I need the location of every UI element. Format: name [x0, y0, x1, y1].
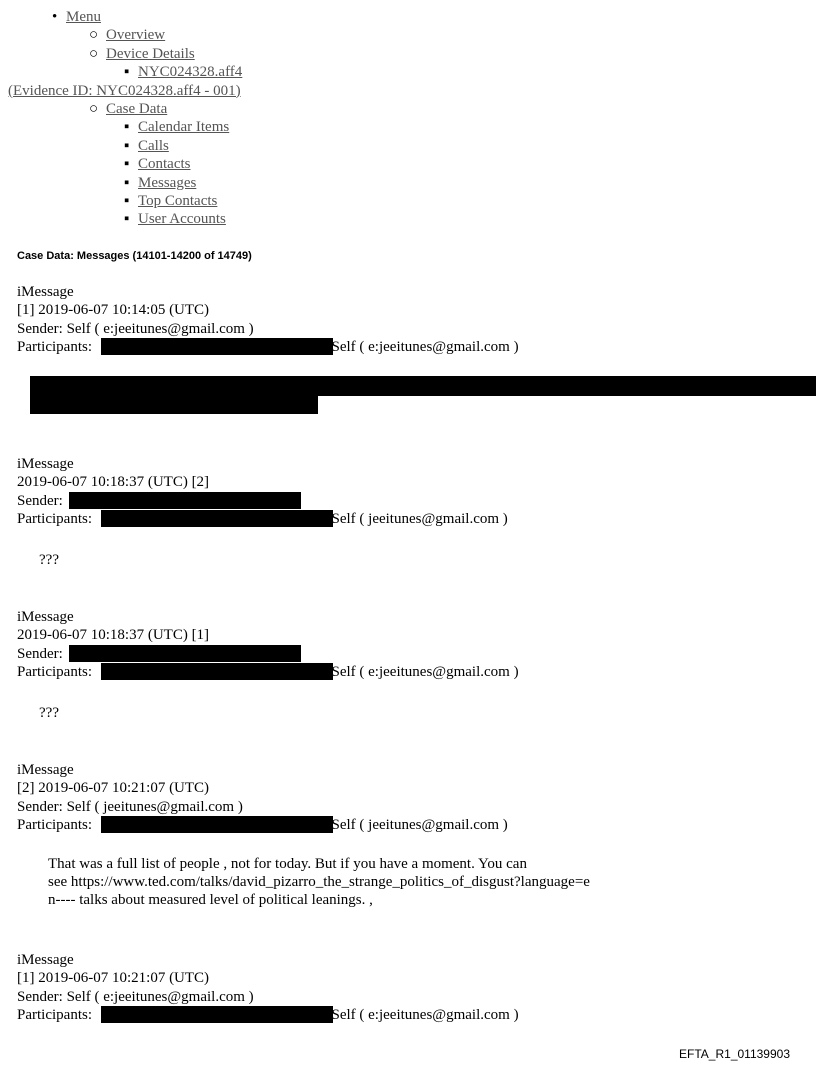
redaction-block: [101, 338, 217, 355]
message-participants: [17, 1006, 816, 1024]
redaction-block: [185, 492, 301, 509]
messages-link[interactable]: Messages: [138, 174, 197, 191]
redaction-block: [30, 376, 816, 396]
redaction-block: [215, 663, 333, 680]
paren-close: ): [288, 645, 293, 662]
message-body-line: n---- talks about measured level of political leanings. ,: [48, 892, 373, 908]
device-details-link[interactable]: Device Details: [106, 45, 195, 62]
message-sender: Sender: Self ( jeeitunes@gmail.com ): [17, 798, 243, 815]
case-data-link[interactable]: Case Data: [106, 100, 168, 117]
top-contacts-link[interactable]: Top Contacts: [138, 192, 218, 209]
message-body-line: That was a full list of people , not for today. But if you have a moment. You can: [48, 856, 527, 872]
paren-open: (: [173, 645, 178, 662]
redaction-block: [215, 816, 333, 833]
message-type: iMessage: [17, 762, 74, 778]
redaction-block: [101, 816, 217, 833]
message-time: [1] 2019-06-07 10:21:07 (UTC): [17, 970, 210, 987]
participants-label: Participants:: [17, 817, 92, 834]
nav-row-device-file: [0, 63, 816, 81]
redaction-block: [215, 510, 333, 527]
paren-open: (: [173, 492, 178, 509]
message-entry: [17, 283, 816, 357]
redaction-block: [215, 1006, 333, 1023]
message-time: [2] 2019-06-07 10:21:07 (UTC): [17, 780, 210, 797]
redaction-block: [69, 645, 185, 662]
device-file-link[interactable]: NYC024328.aff4: [138, 64, 243, 81]
message-body: ???: [39, 705, 59, 721]
sender-label: Sender:: [17, 645, 63, 662]
bullet-disc-icon: •: [52, 9, 58, 25]
message-sender: Sender: Self ( e:jeeitunes@gmail.com ): [17, 988, 254, 1005]
menu-link[interactable]: Menu: [66, 9, 101, 25]
paren-close: ): [288, 492, 293, 509]
nav-row-menu: [0, 8, 816, 26]
evidence-id-link[interactable]: (Evidence ID: NYC024328.aff4 - 001): [8, 82, 241, 99]
participants-suffix: ), Self ( jeeitunes@gmail.com ): [319, 511, 508, 528]
participants-suffix: ), Self ( e:jeeitunes@gmail.com ): [319, 664, 519, 681]
redaction-block: [101, 1006, 217, 1023]
contacts-link[interactable]: Contacts: [138, 156, 191, 173]
message-type: iMessage: [17, 284, 74, 300]
sender-label: Sender:: [17, 492, 63, 509]
nav-row-contacts: [0, 155, 816, 173]
bullet-square-icon: ▪: [124, 192, 130, 209]
paren-open: (: [205, 339, 210, 356]
user-accounts-link[interactable]: User Accounts: [138, 211, 226, 228]
message-sender: [17, 645, 816, 663]
participants-label: Participants:: [17, 664, 92, 681]
document-id-footer: EFTA_R1_01139903: [679, 1047, 790, 1061]
message-sender: [17, 492, 816, 510]
nav-row-messages: [0, 174, 816, 192]
calls-link[interactable]: Calls: [138, 137, 169, 154]
nav-row-user-accounts: [0, 210, 816, 228]
paren-open: (: [205, 817, 210, 834]
participants-suffix: ), Self ( jeeitunes@gmail.com ): [319, 817, 508, 834]
message-time: 2019-06-07 10:18:37 (UTC) [1]: [17, 627, 210, 644]
nav-row-evidence-id: [0, 82, 816, 100]
participants-label: Participants:: [17, 511, 92, 528]
message-body-line: see https://www.ted.com/talks/david_pizarro_the_strange_politics_of_disgust?language=e: [48, 874, 590, 890]
bullet-square-icon: ▪: [124, 211, 130, 228]
overview-link[interactable]: Overview: [106, 27, 166, 44]
bullet-square-icon: ▪: [124, 174, 130, 191]
nav-row-top-contacts: [0, 192, 816, 210]
bullet-square-icon: ▪: [124, 119, 130, 136]
nav-row-device-details: [0, 45, 816, 63]
message-time: 2019-06-07 10:18:37 (UTC) [2]: [17, 474, 210, 491]
redaction-block: [101, 663, 217, 680]
redaction-block: [69, 492, 185, 509]
nav-row-calendar-items: [0, 118, 816, 136]
nav-row-case-data: [0, 100, 816, 118]
redaction-block: [30, 395, 318, 414]
message-time: [1] 2019-06-07 10:14:05 (UTC): [17, 302, 210, 319]
participants-suffix: ), Self ( e:jeeitunes@gmail.com ): [319, 1007, 519, 1024]
bullet-circle-icon: ○: [89, 45, 99, 62]
message-participants: [17, 338, 816, 356]
nav-row-calls: [0, 137, 816, 155]
navigation-menu: [0, 8, 816, 229]
redaction-block: [185, 645, 301, 662]
paren-open: (: [205, 511, 210, 528]
calendar-items-link[interactable]: Calendar Items: [138, 119, 230, 136]
nav-row-overview: [0, 26, 816, 44]
message-participants: [17, 510, 816, 528]
paren-open: (: [205, 664, 210, 681]
redaction-block: [215, 338, 333, 355]
section-heading: Case Data: Messages (14101-14200 of 14749): [17, 250, 252, 262]
message-entry: [17, 951, 816, 1025]
message-entry: [17, 455, 816, 529]
bullet-square-icon: ▪: [124, 64, 130, 81]
message-type: iMessage: [17, 456, 74, 472]
bullet-circle-icon: ○: [89, 100, 99, 117]
message-body: ???: [39, 552, 59, 568]
message-sender: Sender: Self ( e:jeeitunes@gmail.com ): [17, 320, 254, 337]
message-entry: [17, 608, 816, 682]
message-type: iMessage: [17, 609, 74, 625]
redaction-block: [101, 510, 217, 527]
bullet-square-icon: ▪: [124, 137, 130, 154]
message-entry: [17, 761, 816, 835]
bullet-circle-icon: ○: [89, 27, 99, 44]
message-participants: [17, 816, 816, 834]
participants-label: Participants:: [17, 339, 92, 356]
message-participants: [17, 663, 816, 681]
message-type: iMessage: [17, 952, 74, 968]
participants-label: Participants:: [17, 1007, 92, 1024]
bullet-square-icon: ▪: [124, 156, 130, 173]
paren-open: (: [205, 1007, 210, 1024]
participants-suffix: ), Self ( e:jeeitunes@gmail.com ): [319, 339, 519, 356]
